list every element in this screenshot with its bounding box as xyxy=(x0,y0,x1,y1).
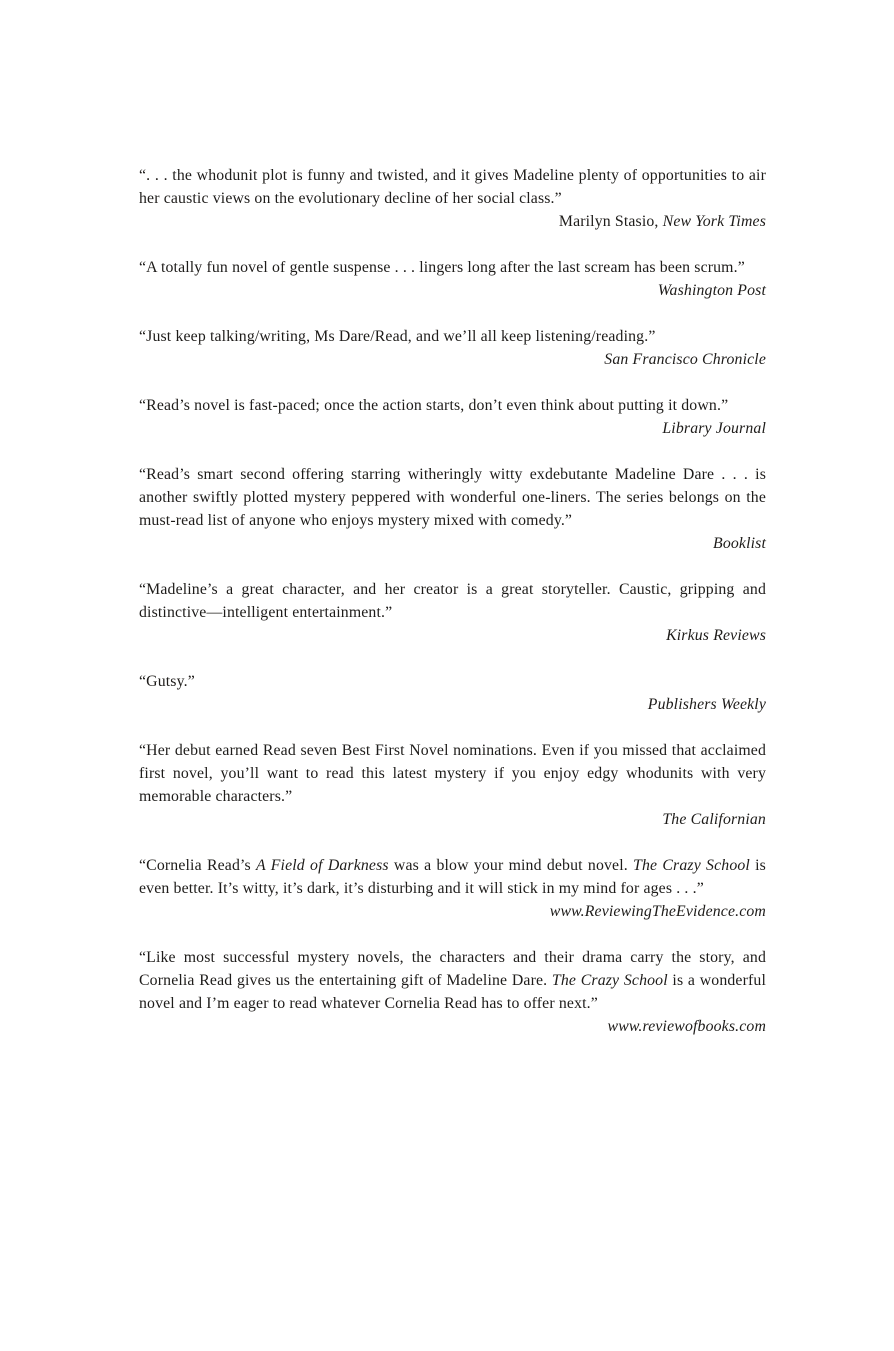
quote-body: “Gutsy.” xyxy=(139,673,195,690)
quote-body: “Read’s smart second offering starring witheringly witty exdebutante Madeline Dare . . . is another swiftly plotted mystery peppered with wonderful one-liners. The series belongs on the must-read list of anyone who enjoys mystery mixed with comedy.” xyxy=(139,466,766,529)
quote-body: “. . . the whodunit plot is funny and twisted, and it gives Madeline plenty of opportunities to air her caustic views on the evolutionary decline of her social class.” xyxy=(139,167,766,207)
attribution-source: Booklist xyxy=(713,535,766,552)
review-quote-sf-chronicle xyxy=(139,325,766,371)
quote-body: “A totally fun novel of gentle suspense . . . lingers long after the last scream has been scrum.” xyxy=(139,259,745,276)
quote-text xyxy=(139,739,766,808)
attribution-source: www.ReviewingTheEvidence.com xyxy=(549,903,766,920)
review-quote-reviewingtheevidence xyxy=(139,854,766,923)
quote-body-part: was a blow your mind debut novel. xyxy=(388,857,634,874)
attribution-source: Washington Post xyxy=(657,282,766,299)
quote-text xyxy=(139,394,766,417)
attribution-source: Kirkus Reviews xyxy=(666,627,766,644)
quote-body: “Madeline’s a great character, and her creator is a great storyteller. Caustic, gripping and distinctive—intelligent entertainment.” xyxy=(139,581,766,621)
quote-attribution xyxy=(139,417,766,440)
quote-text xyxy=(139,946,766,1015)
praise-text-block xyxy=(139,164,766,1061)
review-quote-washington-post xyxy=(139,256,766,302)
quote-body-part: is even better. It’s witty, it’s dark, it’s disturbing and it will stick in my mind for ages . . .” xyxy=(139,857,766,897)
attribution-source: Publishers Weekly xyxy=(647,696,766,713)
quote-text xyxy=(139,256,766,279)
review-quote-publishers-weekly xyxy=(139,670,766,716)
quote-text xyxy=(139,325,766,348)
quote-attribution xyxy=(139,808,766,831)
review-quote-booklist xyxy=(139,463,766,555)
quote-text xyxy=(139,578,766,624)
quote-attribution xyxy=(139,1015,766,1038)
quote-body-part: is a wonderful novel and I’m eager to read whatever Cornelia Read has to offer next.” xyxy=(139,972,766,1012)
quote-body-part: “Like most successful mystery novels, the characters and their drama carry the story, and Cornelia Read gives us the entertaining gift of Madeline Dare. xyxy=(139,949,766,989)
review-quote-kirkus xyxy=(139,578,766,647)
quote-attribution xyxy=(139,279,766,302)
review-quote-californian xyxy=(139,739,766,831)
book-title-italic: The Crazy School xyxy=(633,857,750,874)
quote-body-part: “Cornelia Read’s xyxy=(139,857,257,874)
review-quote-reviewofbooks xyxy=(139,946,766,1038)
attribution-source: The Californian xyxy=(662,811,766,828)
quote-attribution xyxy=(139,532,766,555)
review-quote-library-journal xyxy=(139,394,766,440)
attribution-name: Marilyn Stasio, xyxy=(558,213,663,230)
quote-text xyxy=(139,854,766,900)
quote-body: “Her debut earned Read seven Best First Novel nominations. Even if you missed that acclaimed first novel, you’ll want to read this latest mystery if you enjoy edgy whodunits with very memorable characters.” xyxy=(139,742,766,805)
quote-attribution xyxy=(139,624,766,647)
review-quote-nyt xyxy=(139,164,766,233)
quote-body: “Read’s novel is fast-paced; once the action starts, don’t even think about putting it down.” xyxy=(139,397,729,414)
book-title-italic: The Crazy School xyxy=(551,972,668,989)
attribution-source: San Francisco Chronicle xyxy=(604,351,766,368)
quote-text xyxy=(139,670,766,693)
quote-body: “Just keep talking/writing, Ms Dare/Read, and we’ll all keep listening/reading.” xyxy=(139,328,656,345)
quote-attribution xyxy=(139,900,766,923)
quote-text xyxy=(139,164,766,210)
book-title-italic: A Field of Darkness xyxy=(256,857,389,874)
attribution-source: www.reviewofbooks.com xyxy=(607,1018,766,1035)
attribution-source: Library Journal xyxy=(662,420,766,437)
quote-text xyxy=(139,463,766,532)
quote-attribution xyxy=(139,210,766,233)
attribution-source: New York Times xyxy=(662,213,766,230)
quote-attribution xyxy=(139,693,766,716)
quote-attribution xyxy=(139,348,766,371)
